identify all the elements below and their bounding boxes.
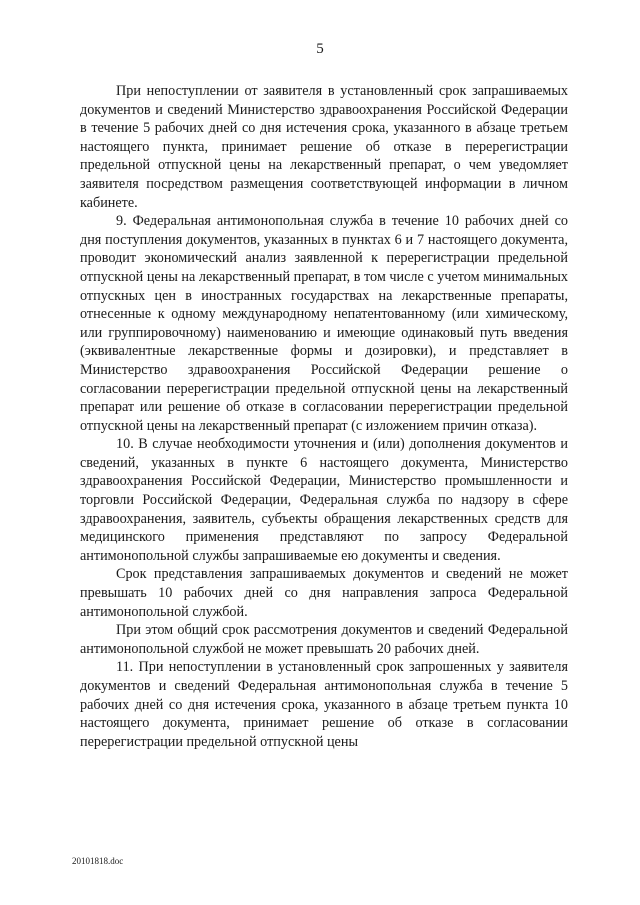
paragraph-1: При непоступлении от заявителя в установленный срок запрашиваемых документов и сведений Министерство здравоохранения Российской Федерации в течение 5 рабочих дней со дня истечения срока, указанного в абзаце третьем настоящего пункта, принимает решение об отказе в перерегистрации предельной отпускной цены на лекарственный препарат, о чем уведомляет заявителя посредством размещения соответствующей информации в личном кабинете. bbox=[80, 83, 568, 211]
footer-filename: 20101818.doc bbox=[72, 856, 124, 866]
page-number: 5 bbox=[316, 41, 324, 57]
paragraph-4: Срок представления запрашиваемых документов и сведений не может превышать 10 рабочих дней со дня направления запроса Федеральной антимонопольной службой. bbox=[80, 566, 568, 620]
paragraph-2: 9. Федеральная антимонопольная служба в течение 10 рабочих дней со дня поступления документов, указанных в пунктах 6 и 7 настоящего документа, проводит экономический анализ заявленной к перерегистрации предельной отпускной цены на лекарственный препарат, в том числе с учетом минимальных отпускных цен в иностранных государствах на лекарственные препараты, отнесенные к одному международному непатентованному (или химическому, или группировочному) наименованию и имеющие одинаковый путь введения (эквивалентные лекарственные формы и дозировки), и представляет в Министерство здравоохранения Российской Федерации решение о согласовании перерегистрации предельной отпускной цены на лекарственный препарат или решение об отказе в согласовании перерегистрации предельной отпускной цены на лекарственный препарат (с изложением причин отказа). bbox=[80, 213, 568, 434]
paragraph-6: 11. При непоступлении в установленный срок запрошенных у заявителя документов и сведений Федеральная антимонопольная служба в течение 5 рабочих дней со дня истечения срока, указанного в абзаце третьем пункта 10 настоящего документа, принимает решение об отказе в согласовании перерегистрации предельной отпускной цены bbox=[80, 659, 568, 750]
paragraph-5: При этом общий срок рассмотрения документов и сведений Федеральной антимонопольной службой не может превышать 20 рабочих дней. bbox=[80, 622, 568, 657]
paragraph-3: 10. В случае необходимости уточнения и (или) дополнения документов и сведений, указанных в пункте 6 настоящего документа, Министерство здравоохранения Российской Федерации, Министерство промышленности и торговли Российской Федерации, Федеральная служба по надзору в сфере здравоохранения, заявитель, субъекты обращения лекарственных средств для медицинского применения представляют по запросу Федеральной антимонопольной службы запрашиваемые ею документы и сведения. bbox=[80, 436, 568, 564]
document-body bbox=[80, 82, 568, 751]
